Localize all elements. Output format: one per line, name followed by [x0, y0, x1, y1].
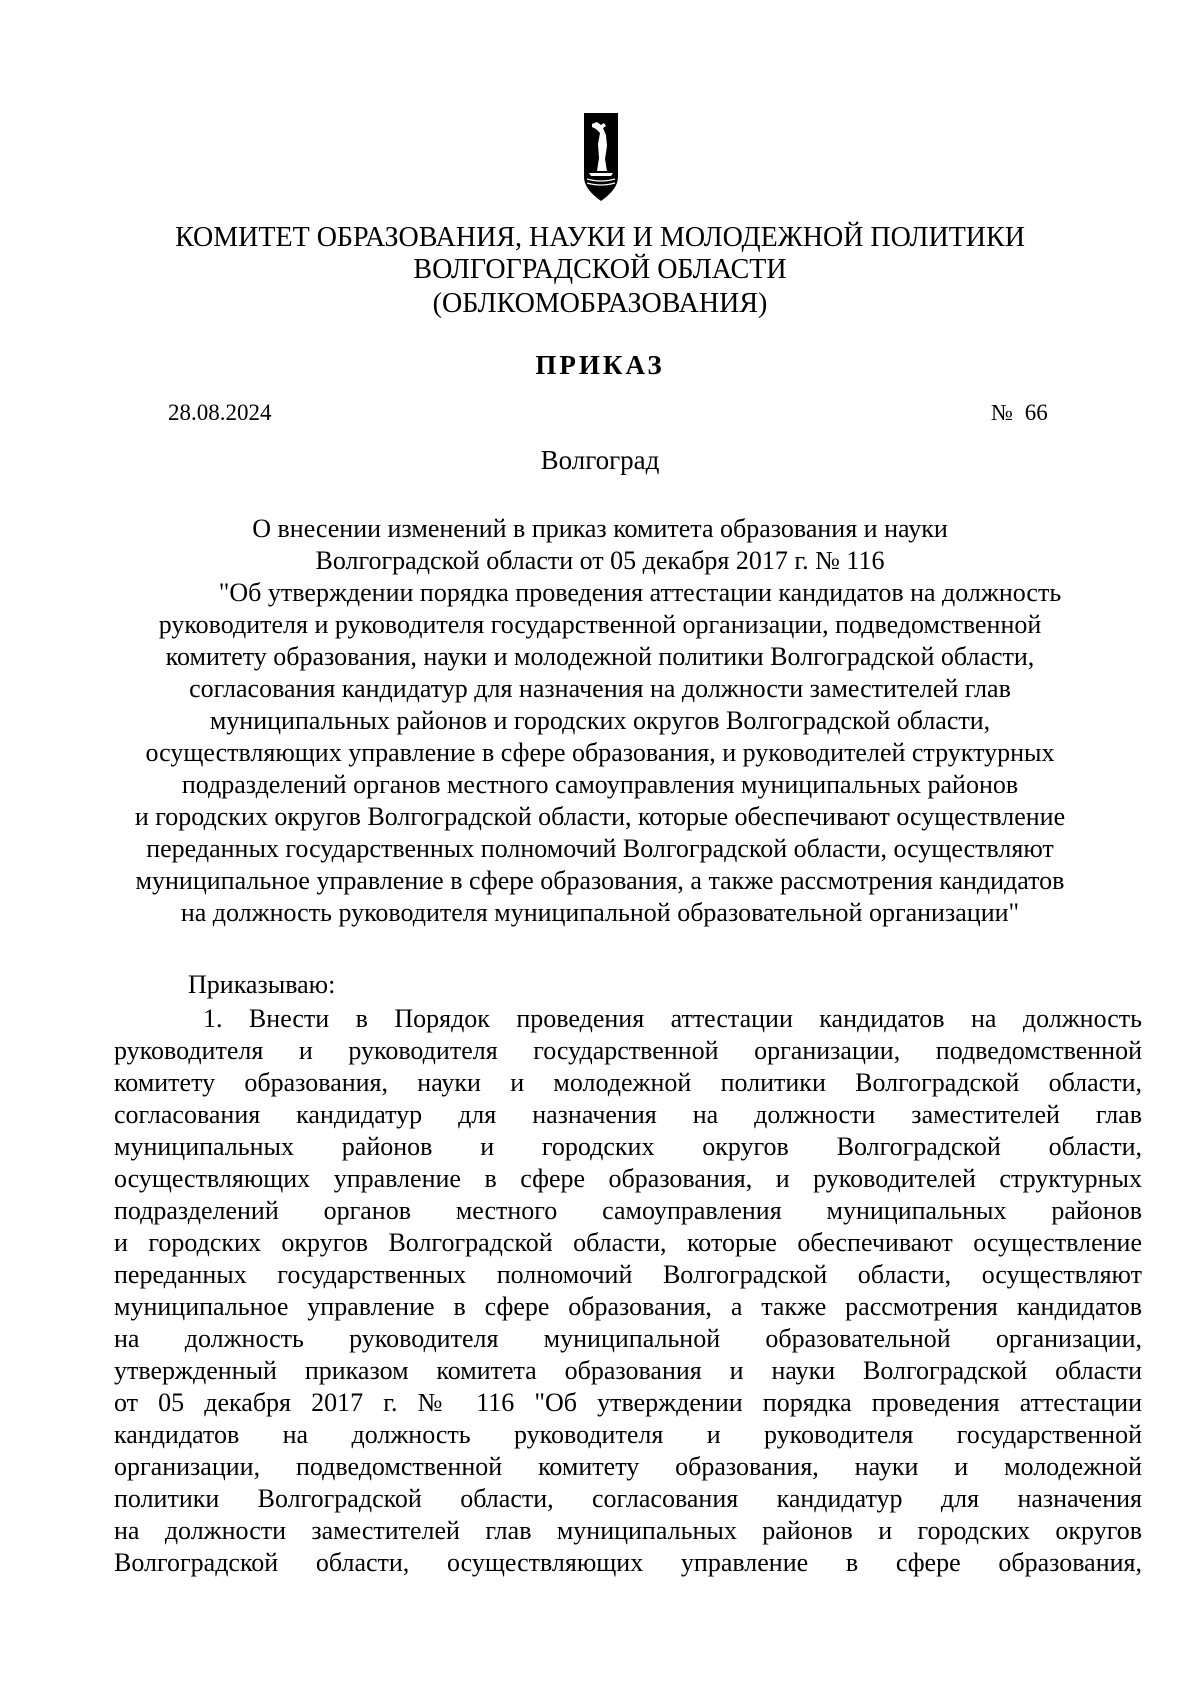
title-line: комитету образования, науки и молодежной политики Волгоградской области, [165, 642, 1035, 671]
title-line: подразделений органов местного самоуправления муниципальных районов [181, 770, 1019, 799]
body-line: утвержденный приказом комитета образования и науки Волгоградской области [114, 1356, 1142, 1385]
document-city: Волгоград [540, 445, 660, 475]
body-line: осуществляющих управление в сфере образования, и руководителей структурных [114, 1164, 1142, 1193]
body-line: Волгоградской области, осуществляющих управление в сфере образования, [114, 1548, 1142, 1577]
organization-name-line-2: ВОЛГОГРАДСКОЙ ОБЛАСТИ [413, 254, 787, 285]
document-date: 28.08.2024 [168, 400, 272, 425]
body-line: согласования кандидатур для назначения на должности заместителей глав [114, 1100, 1142, 1129]
body-line: организации, подведомственной комитету образования, науки и молодежной [114, 1452, 1142, 1481]
organization-abbreviation: (ОБЛКОМОБРАЗОВАНИЯ) [432, 288, 768, 319]
coat-of-arms-icon [584, 113, 618, 203]
title-line: и городских округов Волгоградской области, которые обеспечивают осуществление [134, 802, 1066, 831]
body-line: муниципальное управление в сфере образования, а также рассмотрения кандидатов [114, 1292, 1142, 1321]
body-line: от 05 декабря 2017 г. № 116 "Об утверждении порядка проведения аттестации [114, 1388, 1142, 1417]
title-line: О внесении изменений в приказ комитета образования и науки [252, 514, 948, 543]
body-line: на должность руководителя муниципальной образовательной организации, [114, 1324, 1142, 1353]
body-line: и городских округов Волгоградской области, которые обеспечивают осуществление [114, 1228, 1142, 1257]
order-intro: Приказываю: [188, 970, 336, 999]
body-line: политики Волгоградской области, согласования кандидатур для назначения [114, 1484, 1142, 1513]
document-type: ПРИКАЗ [535, 350, 665, 380]
body-line: кандидатов на должность руководителя и руководителя государственной [114, 1420, 1142, 1449]
title-line: согласования кандидатур для назначения на должности заместителей глав [189, 674, 1011, 703]
title-line: Волгоградской области от 05 декабря 2017 г. № 116 [315, 546, 885, 575]
title-line: муниципальное управление в сфере образования, а также рассмотрения кандидатов [135, 866, 1065, 895]
title-line: осуществляющих управление в сфере образования, и руководителей структурных [145, 738, 1055, 767]
body-line: переданных государственных полномочий Волгоградской области, осуществляют [114, 1260, 1142, 1289]
title-line: переданных государственных полномочий Волгоградской области, осуществляют [146, 834, 1054, 863]
document-number: № 66 [991, 400, 1048, 425]
body-line: комитету образования, науки и молодежной политики Волгоградской области, [114, 1068, 1142, 1097]
title-line: муниципальных районов и городских округов Волгоградской области, [209, 706, 991, 735]
title-line: "Об утверждении порядка проведения аттестации кандидатов на должность [218, 578, 1062, 607]
body-line: подразделений органов местного самоуправления муниципальных районов [114, 1196, 1142, 1225]
body-line: 1. Внести в Порядок проведения аттестации кандидатов на должность [203, 1004, 1142, 1033]
organization-name-line-1: КОМИТЕТ ОБРАЗОВАНИЯ, НАУКИ И МОЛОДЕЖНОЙ ПОЛИТИКИ [175, 222, 1025, 253]
title-line: руководителя и руководителя государственной организации, подведомственной [158, 610, 1042, 639]
title-line: на должность руководителя муниципальной образовательной организации" [180, 898, 1020, 927]
body-line: руководителя и руководителя государственной организации, подведомственной [114, 1036, 1142, 1065]
body-line: муниципальных районов и городских округов Волгоградской области, [114, 1132, 1142, 1161]
body-line: на должности заместителей глав муниципальных районов и городских округов [114, 1516, 1142, 1545]
